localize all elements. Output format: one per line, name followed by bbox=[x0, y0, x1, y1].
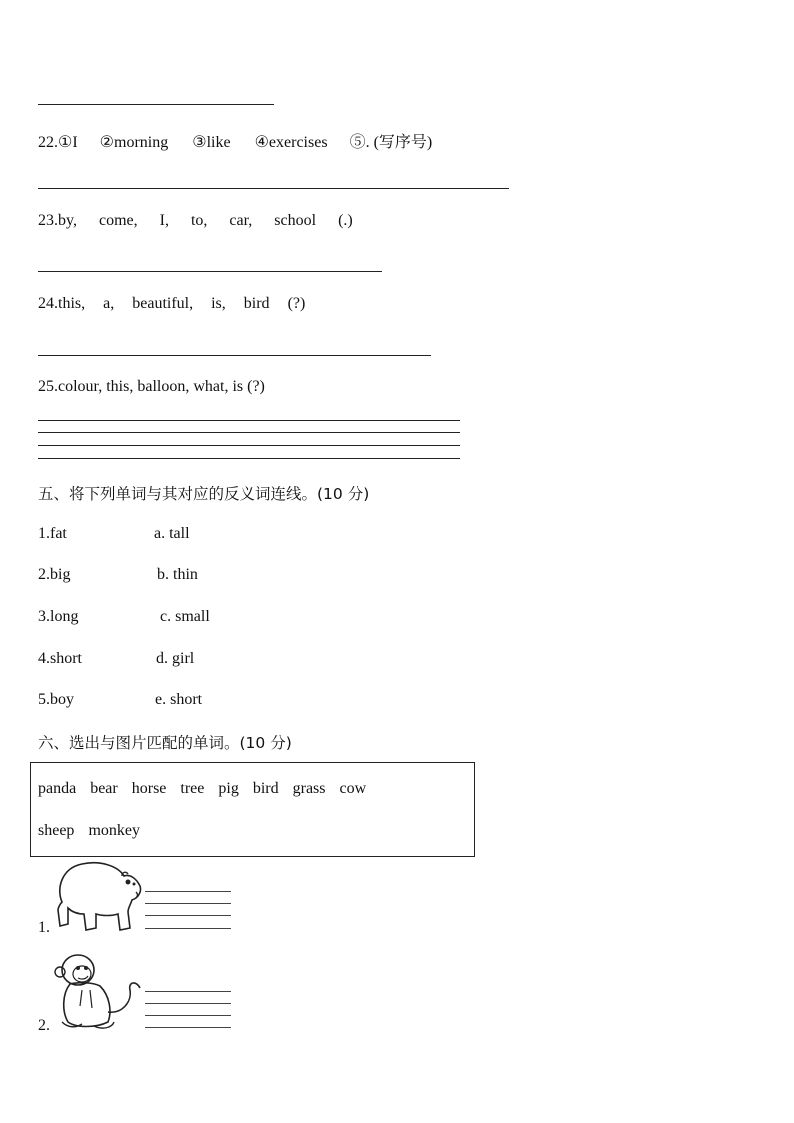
word-bank-item[interactable]: horse bbox=[131, 780, 167, 797]
option-3: ③like bbox=[192, 134, 231, 151]
pair-right-e[interactable]: e. short bbox=[155, 691, 203, 708]
answer-line-item1-c[interactable] bbox=[145, 915, 231, 916]
word: beautiful, bbox=[132, 295, 194, 312]
word: this, bbox=[58, 295, 86, 312]
option-5: ⑤. (写序号) bbox=[349, 134, 433, 151]
answer-line-25b[interactable] bbox=[38, 432, 460, 433]
answer-line-item1-d[interactable] bbox=[145, 928, 231, 929]
answer-line-item2-b[interactable] bbox=[145, 1003, 231, 1004]
question-number: 23. bbox=[38, 212, 58, 229]
bear-illustration bbox=[52, 858, 144, 934]
question-25 bbox=[38, 378, 265, 396]
word: school bbox=[274, 212, 317, 229]
section-6-title: 六、选出与图片匹配的单词。(10 分) bbox=[38, 734, 292, 752]
question-text: colour, this, balloon, what, is (?) bbox=[58, 378, 265, 395]
answer-line-24[interactable] bbox=[38, 355, 431, 356]
word-bank-row-2 bbox=[38, 822, 154, 840]
section-5-title: 五、将下列单词与其对应的反义词连线。(10 分) bbox=[38, 485, 370, 503]
word-bank-item[interactable]: bird bbox=[252, 780, 279, 797]
pair-right-a[interactable]: a. tall bbox=[154, 525, 190, 542]
word: to, bbox=[190, 212, 208, 229]
word: bird bbox=[243, 295, 270, 312]
question-number: 25. bbox=[38, 378, 58, 395]
answer-line-item2-a[interactable] bbox=[145, 991, 231, 992]
word-bank-box bbox=[30, 762, 475, 857]
answer-line-item2-d[interactable] bbox=[145, 1027, 231, 1028]
pair-left-2[interactable]: 2.big bbox=[38, 566, 71, 583]
word-bank-item[interactable]: cow bbox=[339, 780, 367, 797]
answer-line-21[interactable] bbox=[38, 104, 274, 105]
question-22 bbox=[38, 129, 432, 152]
question-number: 24. bbox=[38, 295, 58, 312]
answer-line-item2-c[interactable] bbox=[145, 1015, 231, 1016]
word: a, bbox=[103, 295, 115, 312]
answer-line-item1-b[interactable] bbox=[145, 903, 231, 904]
word-bank-item[interactable]: pig bbox=[218, 780, 239, 797]
word: I, bbox=[159, 212, 169, 229]
answer-line-23[interactable] bbox=[38, 271, 382, 272]
option-1: ①I bbox=[58, 134, 78, 151]
pair-right-b[interactable]: b. thin bbox=[157, 566, 198, 583]
word-bank-item[interactable]: tree bbox=[180, 780, 205, 797]
question-24 bbox=[38, 295, 305, 313]
word-bank-item[interactable]: bear bbox=[90, 780, 118, 797]
question-number: 22. bbox=[38, 134, 58, 151]
word-bank-item[interactable]: sheep bbox=[38, 822, 75, 839]
word-bank-row-1 bbox=[38, 780, 380, 798]
answer-line-25c[interactable] bbox=[38, 445, 460, 446]
pair-right-d[interactable]: d. girl bbox=[156, 650, 195, 667]
answer-line-25d[interactable] bbox=[38, 458, 460, 459]
question-23 bbox=[38, 212, 353, 230]
word-bank-item[interactable]: panda bbox=[38, 780, 77, 797]
pair-left-5[interactable]: 5.boy bbox=[38, 691, 74, 708]
word: is, bbox=[211, 295, 226, 312]
pair-left-4[interactable]: 4.short bbox=[38, 650, 82, 667]
word-bank-item[interactable]: grass bbox=[292, 780, 326, 797]
pair-right-c[interactable]: c. small bbox=[160, 608, 210, 625]
option-4: ④exercises bbox=[254, 134, 328, 151]
pair-left-3[interactable]: 3.long bbox=[38, 608, 79, 625]
item-2-number: 2. bbox=[38, 1017, 50, 1034]
word: by, bbox=[58, 212, 77, 229]
answer-line-22[interactable] bbox=[38, 188, 509, 189]
answer-line-25a[interactable] bbox=[38, 420, 460, 421]
word: come, bbox=[98, 212, 138, 229]
option-2: ②morning bbox=[99, 134, 169, 151]
item-1-number: 1. bbox=[38, 919, 50, 936]
answer-line-item1-a[interactable] bbox=[145, 891, 231, 892]
monkey-illustration bbox=[52, 950, 144, 1032]
word-bank-item[interactable]: monkey bbox=[88, 822, 140, 839]
word: (?) bbox=[287, 295, 306, 312]
word: (.) bbox=[338, 212, 353, 229]
pair-left-1[interactable]: 1.fat bbox=[38, 525, 67, 542]
word: car, bbox=[229, 212, 253, 229]
